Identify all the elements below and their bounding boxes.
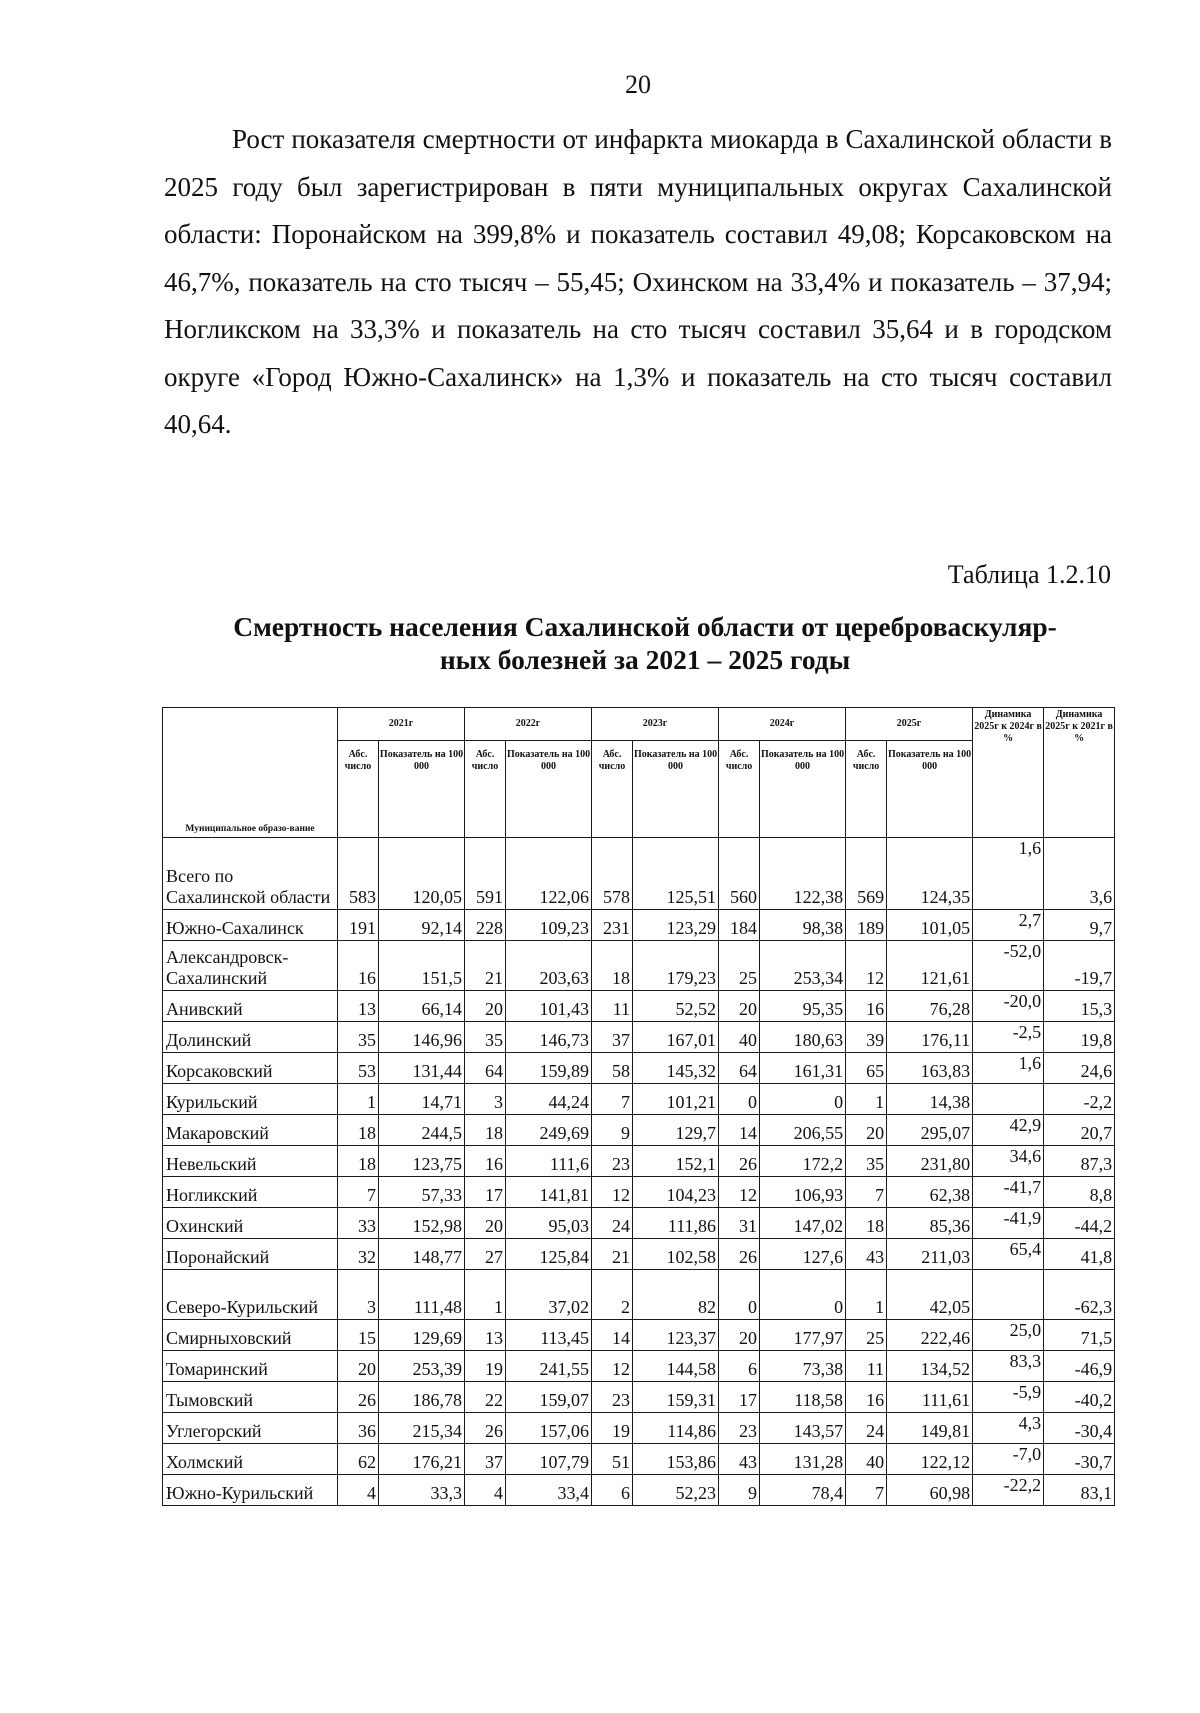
table-cell: -2,5 bbox=[973, 1022, 1044, 1053]
table-row bbox=[163, 1475, 1115, 1506]
table-cell: 123,75 bbox=[379, 1146, 465, 1177]
table-cell: 172,2 bbox=[760, 1146, 846, 1177]
table-cell: 16 bbox=[338, 941, 379, 991]
table-number: Таблица 1.2.10 bbox=[947, 560, 1111, 589]
table-cell: 206,55 bbox=[760, 1115, 846, 1146]
table-cell: 2 bbox=[592, 1270, 633, 1320]
table-cell: 26 bbox=[719, 1239, 760, 1270]
table-cell: 85,36 bbox=[887, 1208, 973, 1239]
table-cell: 36 bbox=[338, 1413, 379, 1444]
table-cell: 62,38 bbox=[887, 1177, 973, 1208]
municipality-name-cell: Холмский bbox=[163, 1444, 338, 1475]
table-cell: 42,05 bbox=[887, 1270, 973, 1320]
table-cell: 127,6 bbox=[760, 1239, 846, 1270]
table-cell: 24,6 bbox=[1044, 1053, 1115, 1084]
municipality-name-cell: Макаровский bbox=[163, 1115, 338, 1146]
table-cell bbox=[973, 1270, 1044, 1320]
table-cell: -19,7 bbox=[1044, 941, 1115, 991]
table-cell: 25,0 bbox=[973, 1320, 1044, 1351]
table-row bbox=[163, 1382, 1115, 1413]
mortality-table bbox=[162, 707, 1115, 1506]
table-cell: 25 bbox=[846, 1320, 887, 1351]
table-cell: 78,4 bbox=[760, 1475, 846, 1506]
header-rate: Показатель на 100 000 bbox=[633, 741, 719, 838]
table-cell: 146,73 bbox=[506, 1022, 592, 1053]
municipality-name-cell: Тымовский bbox=[163, 1382, 338, 1413]
table-cell: 134,52 bbox=[887, 1351, 973, 1382]
table-cell: 18 bbox=[846, 1208, 887, 1239]
table-cell: 65,4 bbox=[973, 1239, 1044, 1270]
table-cell: 26 bbox=[338, 1382, 379, 1413]
table-cell: 32 bbox=[338, 1239, 379, 1270]
table-cell: -30,7 bbox=[1044, 1444, 1115, 1475]
table-cell: 0 bbox=[719, 1084, 760, 1115]
municipality-name-cell: Ногликский bbox=[163, 1177, 338, 1208]
table-cell: 124,35 bbox=[887, 838, 973, 910]
table-cell: 71,5 bbox=[1044, 1320, 1115, 1351]
table-cell: 101,43 bbox=[506, 991, 592, 1022]
table-cell: 26 bbox=[719, 1146, 760, 1177]
table-cell: 8,8 bbox=[1044, 1177, 1115, 1208]
table-cell: 35 bbox=[846, 1146, 887, 1177]
table-cell: 123,29 bbox=[633, 910, 719, 941]
header-year-2023: 2023г bbox=[592, 708, 719, 741]
table-cell: 20 bbox=[719, 991, 760, 1022]
table-cell: 64 bbox=[465, 1053, 506, 1084]
table-cell: 180,63 bbox=[760, 1022, 846, 1053]
table-cell: 118,58 bbox=[760, 1382, 846, 1413]
table-cell: 161,31 bbox=[760, 1053, 846, 1084]
table-cell: 82 bbox=[633, 1270, 719, 1320]
body-paragraph: Рост показателя смертности от инфаркта миокарда в Сахалинской области в 2025 году был зарегистрирован в пяти муниципальных округах Сахалинской области: Поронайском на 399,8% и показатель составил 49,08; Корсаковском на 46,7%, показатель на сто тысяч – 55,45; Охинском на 33,4% и показатель – 37,94; Ногликском на 33,3% и показатель на сто тысяч составил 35,64 и в городском округе «Город Южно-Сахалинск» на 1,3% и показатель на сто тысяч составил 40,64. bbox=[164, 124, 1112, 439]
table-cell: 24 bbox=[846, 1413, 887, 1444]
table-cell: 7 bbox=[592, 1084, 633, 1115]
table-cell bbox=[973, 1084, 1044, 1115]
table-cell: 3 bbox=[338, 1270, 379, 1320]
header-abs: Абс. число bbox=[846, 741, 887, 838]
table-cell: 583 bbox=[338, 838, 379, 910]
table-cell: 9,7 bbox=[1044, 910, 1115, 941]
table-cell: 203,63 bbox=[506, 941, 592, 991]
municipality-name-cell: Смирныховский bbox=[163, 1320, 338, 1351]
table-cell: 4 bbox=[338, 1475, 379, 1506]
table-cell: 176,11 bbox=[887, 1022, 973, 1053]
table-cell: 53 bbox=[338, 1053, 379, 1084]
header-year-2021: 2021г bbox=[338, 708, 465, 741]
table-cell: 37,02 bbox=[506, 1270, 592, 1320]
table-cell: 578 bbox=[592, 838, 633, 910]
table-cell: 27 bbox=[465, 1239, 506, 1270]
table-cell: 159,89 bbox=[506, 1053, 592, 1084]
table-cell: 14,38 bbox=[887, 1084, 973, 1115]
table-row bbox=[163, 1208, 1115, 1239]
table-cell: 141,81 bbox=[506, 1177, 592, 1208]
table-cell: 18 bbox=[338, 1115, 379, 1146]
header-abs: Абс. число bbox=[719, 741, 760, 838]
table-cell: 144,58 bbox=[633, 1351, 719, 1382]
table-cell: 253,39 bbox=[379, 1351, 465, 1382]
table-cell: 109,23 bbox=[506, 910, 592, 941]
table-cell: 65 bbox=[846, 1053, 887, 1084]
table-cell: 167,01 bbox=[633, 1022, 719, 1053]
municipality-name-cell: Южно-Курильский bbox=[163, 1475, 338, 1506]
header-abs: Абс. число bbox=[465, 741, 506, 838]
municipality-name-cell: Корсаковский bbox=[163, 1053, 338, 1084]
table-cell: 15,3 bbox=[1044, 991, 1115, 1022]
table-cell: 1 bbox=[338, 1084, 379, 1115]
header-abs: Абс. число bbox=[592, 741, 633, 838]
table-row bbox=[163, 1444, 1115, 1475]
table-row bbox=[163, 1413, 1115, 1444]
table-cell: 149,81 bbox=[887, 1413, 973, 1444]
table-cell: -46,9 bbox=[1044, 1351, 1115, 1382]
table-cell: 9 bbox=[592, 1115, 633, 1146]
table-cell: 7 bbox=[338, 1177, 379, 1208]
table-cell: 83,3 bbox=[973, 1351, 1044, 1382]
table-cell: 11 bbox=[846, 1351, 887, 1382]
table-cell: -7,0 bbox=[973, 1444, 1044, 1475]
header-abs: Абс. число bbox=[338, 741, 379, 838]
table-row bbox=[163, 991, 1115, 1022]
table-cell: 101,05 bbox=[887, 910, 973, 941]
table-cell: 253,34 bbox=[760, 941, 846, 991]
table-cell: 92,14 bbox=[379, 910, 465, 941]
table-cell: -5,9 bbox=[973, 1382, 1044, 1413]
table-cell: 51 bbox=[592, 1444, 633, 1475]
table-cell: 37 bbox=[465, 1444, 506, 1475]
table-cell: 122,12 bbox=[887, 1444, 973, 1475]
table-cell: 64 bbox=[719, 1053, 760, 1084]
table-cell: 16 bbox=[846, 991, 887, 1022]
table-cell: -41,7 bbox=[973, 1177, 1044, 1208]
page-number: 20 bbox=[625, 70, 651, 99]
table-cell: 40 bbox=[846, 1444, 887, 1475]
table-cell: 37 bbox=[592, 1022, 633, 1053]
table-cell: -30,4 bbox=[1044, 1413, 1115, 1444]
municipality-name-cell: Томаринский bbox=[163, 1351, 338, 1382]
table-cell: 35 bbox=[338, 1022, 379, 1053]
header-rate: Показатель на 100 000 bbox=[887, 741, 973, 838]
table-row bbox=[163, 838, 1115, 910]
table-cell: 228 bbox=[465, 910, 506, 941]
table-cell: -2,2 bbox=[1044, 1084, 1115, 1115]
table-body bbox=[163, 838, 1115, 1506]
table-title-line-1: Смертность населения Сахалинской области от цереброваскуляр- bbox=[233, 611, 1057, 642]
table-cell: 222,46 bbox=[887, 1320, 973, 1351]
table-cell: 111,61 bbox=[887, 1382, 973, 1413]
table-cell: 18 bbox=[338, 1146, 379, 1177]
table-cell: 62 bbox=[338, 1444, 379, 1475]
header-year-2025: 2025г bbox=[846, 708, 973, 741]
table-cell: 1,6 bbox=[973, 1053, 1044, 1084]
header-rate: Показатель на 100 000 bbox=[379, 741, 465, 838]
table-row bbox=[163, 941, 1115, 991]
table-cell: 25 bbox=[719, 941, 760, 991]
table-cell: 20 bbox=[846, 1115, 887, 1146]
table-cell: 33 bbox=[338, 1208, 379, 1239]
table-cell: 231 bbox=[592, 910, 633, 941]
header-year-2022: 2022г bbox=[465, 708, 592, 741]
table-cell: 66,14 bbox=[379, 991, 465, 1022]
table-cell: 7 bbox=[846, 1475, 887, 1506]
table-cell: 159,31 bbox=[633, 1382, 719, 1413]
header-dynamics-2024: Динамика 2025г к 2024г в % bbox=[973, 708, 1044, 838]
table-cell: 20 bbox=[465, 1208, 506, 1239]
table-cell: 13 bbox=[465, 1320, 506, 1351]
table-cell: 152,98 bbox=[379, 1208, 465, 1239]
table-cell: 145,32 bbox=[633, 1053, 719, 1084]
table-cell: 57,33 bbox=[379, 1177, 465, 1208]
table-cell: 23 bbox=[592, 1146, 633, 1177]
table-cell: 177,97 bbox=[760, 1320, 846, 1351]
table-cell: 17 bbox=[465, 1177, 506, 1208]
table-cell: 1,6 bbox=[973, 838, 1044, 910]
table-cell: -62,3 bbox=[1044, 1270, 1115, 1320]
table-cell: 24 bbox=[592, 1208, 633, 1239]
table-cell: 3,6 bbox=[1044, 838, 1115, 910]
table-cell: -20,0 bbox=[973, 991, 1044, 1022]
municipality-name-cell: Всего по Сахалинской области bbox=[163, 838, 338, 910]
table-cell: 113,45 bbox=[506, 1320, 592, 1351]
table-row bbox=[163, 1084, 1115, 1115]
table-title bbox=[170, 610, 1120, 676]
table-cell: 73,38 bbox=[760, 1351, 846, 1382]
table-cell: 0 bbox=[719, 1270, 760, 1320]
table-cell: 0 bbox=[760, 1270, 846, 1320]
table-cell: 22 bbox=[465, 1382, 506, 1413]
table-cell: 184 bbox=[719, 910, 760, 941]
table-cell: 591 bbox=[465, 838, 506, 910]
table-cell: 129,7 bbox=[633, 1115, 719, 1146]
table-cell: 18 bbox=[592, 941, 633, 991]
table-cell: 87,3 bbox=[1044, 1146, 1115, 1177]
table-cell: 14,71 bbox=[379, 1084, 465, 1115]
table-cell: 295,07 bbox=[887, 1115, 973, 1146]
table-cell: 163,83 bbox=[887, 1053, 973, 1084]
table-cell: 560 bbox=[719, 838, 760, 910]
table-cell: 131,44 bbox=[379, 1053, 465, 1084]
table-cell: 153,86 bbox=[633, 1444, 719, 1475]
table-cell: 95,35 bbox=[760, 991, 846, 1022]
table-cell: 122,38 bbox=[760, 838, 846, 910]
table-cell: 111,6 bbox=[506, 1146, 592, 1177]
table-cell: 33,4 bbox=[506, 1475, 592, 1506]
table-cell: 186,78 bbox=[379, 1382, 465, 1413]
table-row bbox=[163, 1351, 1115, 1382]
table-cell: 35 bbox=[465, 1022, 506, 1053]
table-cell: 147,02 bbox=[760, 1208, 846, 1239]
table-cell: 121,61 bbox=[887, 941, 973, 991]
table-cell: 176,21 bbox=[379, 1444, 465, 1475]
table-row bbox=[163, 1270, 1115, 1320]
table-cell: 39 bbox=[846, 1022, 887, 1053]
table-row bbox=[163, 1320, 1115, 1351]
municipality-name-cell: Охинский bbox=[163, 1208, 338, 1239]
table-cell: 244,5 bbox=[379, 1115, 465, 1146]
table-cell: 19 bbox=[592, 1413, 633, 1444]
table-cell: 12 bbox=[592, 1177, 633, 1208]
table-cell: 1 bbox=[846, 1270, 887, 1320]
table-cell: 4 bbox=[465, 1475, 506, 1506]
table-cell: 125,84 bbox=[506, 1239, 592, 1270]
table-cell: 9 bbox=[719, 1475, 760, 1506]
table-row bbox=[163, 1115, 1115, 1146]
table-cell: 211,03 bbox=[887, 1239, 973, 1270]
municipality-name-cell: Южно-Сахалинск bbox=[163, 910, 338, 941]
table-cell: 41,8 bbox=[1044, 1239, 1115, 1270]
table-row bbox=[163, 1022, 1115, 1053]
table-cell: 3 bbox=[465, 1084, 506, 1115]
table-cell: 76,28 bbox=[887, 991, 973, 1022]
table-cell: 34,6 bbox=[973, 1146, 1044, 1177]
table-cell: 191 bbox=[338, 910, 379, 941]
table-cell: 1 bbox=[846, 1084, 887, 1115]
municipality-name-cell: Долинский bbox=[163, 1022, 338, 1053]
table-cell: 123,37 bbox=[633, 1320, 719, 1351]
table-cell: 101,21 bbox=[633, 1084, 719, 1115]
table-cell: 60,98 bbox=[887, 1475, 973, 1506]
table-cell: 14 bbox=[592, 1320, 633, 1351]
table-cell: 15 bbox=[338, 1320, 379, 1351]
table-cell: 146,96 bbox=[379, 1022, 465, 1053]
table-cell: 58 bbox=[592, 1053, 633, 1084]
table-cell: 179,23 bbox=[633, 941, 719, 991]
table-cell: 43 bbox=[846, 1239, 887, 1270]
table-cell: -44,2 bbox=[1044, 1208, 1115, 1239]
table-cell: 143,57 bbox=[760, 1413, 846, 1444]
table-cell: 12 bbox=[592, 1351, 633, 1382]
table-title-line-2: ных болезней за 2021 – 2025 годы bbox=[439, 644, 851, 675]
table-cell: 52,52 bbox=[633, 991, 719, 1022]
header-dynamics-2021: Динамика 2025г к 2021г в % bbox=[1044, 708, 1115, 838]
municipality-name-cell: Северо-Курильский bbox=[163, 1270, 338, 1320]
table-cell: 2,7 bbox=[973, 910, 1044, 941]
table-cell: 31 bbox=[719, 1208, 760, 1239]
table-cell: -52,0 bbox=[973, 941, 1044, 991]
municipality-name-cell: Курильский bbox=[163, 1084, 338, 1115]
table-cell: 0 bbox=[760, 1084, 846, 1115]
table-cell: 16 bbox=[846, 1382, 887, 1413]
table-cell: 152,1 bbox=[633, 1146, 719, 1177]
table-row bbox=[163, 1053, 1115, 1084]
table-cell: 16 bbox=[465, 1146, 506, 1177]
table-cell: 106,93 bbox=[760, 1177, 846, 1208]
table-cell: 104,23 bbox=[633, 1177, 719, 1208]
table-cell: 114,86 bbox=[633, 1413, 719, 1444]
table-cell: 111,48 bbox=[379, 1270, 465, 1320]
table-row bbox=[163, 910, 1115, 941]
table-cell: 12 bbox=[719, 1177, 760, 1208]
table-cell: 83,1 bbox=[1044, 1475, 1115, 1506]
table-cell: 23 bbox=[719, 1413, 760, 1444]
municipality-name-cell: Невельский bbox=[163, 1146, 338, 1177]
table-cell: -22,2 bbox=[973, 1475, 1044, 1506]
table-cell: 215,34 bbox=[379, 1413, 465, 1444]
table-cell: 125,51 bbox=[633, 838, 719, 910]
table-row bbox=[163, 1239, 1115, 1270]
table-cell: 23 bbox=[592, 1382, 633, 1413]
table-cell: 241,55 bbox=[506, 1351, 592, 1382]
table-row bbox=[163, 1177, 1115, 1208]
table-cell: 6 bbox=[592, 1475, 633, 1506]
table-cell: 13 bbox=[338, 991, 379, 1022]
table-cell: 21 bbox=[592, 1239, 633, 1270]
mortality-table-container bbox=[162, 707, 1115, 1506]
table-cell: 26 bbox=[465, 1413, 506, 1444]
header-year-2024: 2024г bbox=[719, 708, 846, 741]
table-cell: 20 bbox=[719, 1320, 760, 1351]
table-cell: 1 bbox=[465, 1270, 506, 1320]
municipality-name-cell: Александровск-Сахалинский bbox=[163, 941, 338, 991]
table-cell: 98,38 bbox=[760, 910, 846, 941]
table-cell: 102,58 bbox=[633, 1239, 719, 1270]
table-cell: 189 bbox=[846, 910, 887, 941]
table-cell: 21 bbox=[465, 941, 506, 991]
table-cell: 231,80 bbox=[887, 1146, 973, 1177]
table-cell: 151,5 bbox=[379, 941, 465, 991]
table-cell: 33,3 bbox=[379, 1475, 465, 1506]
table-cell: 20 bbox=[338, 1351, 379, 1382]
table-cell: 6 bbox=[719, 1351, 760, 1382]
header-rate: Показатель на 100 000 bbox=[506, 741, 592, 838]
table-cell: -40,2 bbox=[1044, 1382, 1115, 1413]
table-cell: 43 bbox=[719, 1444, 760, 1475]
table-cell: 19,8 bbox=[1044, 1022, 1115, 1053]
table-cell: 159,07 bbox=[506, 1382, 592, 1413]
table-cell: 249,69 bbox=[506, 1115, 592, 1146]
table-cell: 40 bbox=[719, 1022, 760, 1053]
table-cell: 7 bbox=[846, 1177, 887, 1208]
table-cell: 157,06 bbox=[506, 1413, 592, 1444]
table-cell: 14 bbox=[719, 1115, 760, 1146]
table-cell: 129,69 bbox=[379, 1320, 465, 1351]
municipality-name-cell: Анивский bbox=[163, 991, 338, 1022]
table-cell: 17 bbox=[719, 1382, 760, 1413]
table-cell: 122,06 bbox=[506, 838, 592, 910]
municipality-name-cell: Поронайский bbox=[163, 1239, 338, 1270]
header-municipality: Муниципальное образо-вание bbox=[163, 708, 338, 838]
table-cell: 19 bbox=[465, 1351, 506, 1382]
municipality-name-cell: Углегорский bbox=[163, 1413, 338, 1444]
table-cell: 111,86 bbox=[633, 1208, 719, 1239]
table-cell: 52,23 bbox=[633, 1475, 719, 1506]
table-cell: -41,9 bbox=[973, 1208, 1044, 1239]
table-cell: 107,79 bbox=[506, 1444, 592, 1475]
table-cell: 120,05 bbox=[379, 838, 465, 910]
table-cell: 42,9 bbox=[973, 1115, 1044, 1146]
table-cell: 4,3 bbox=[973, 1413, 1044, 1444]
table-cell: 148,77 bbox=[379, 1239, 465, 1270]
table-cell: 44,24 bbox=[506, 1084, 592, 1115]
table-cell: 18 bbox=[465, 1115, 506, 1146]
table-cell: 12 bbox=[846, 941, 887, 991]
header-rate: Показатель на 100 000 bbox=[760, 741, 846, 838]
table-cell: 20 bbox=[465, 991, 506, 1022]
table-cell: 20,7 bbox=[1044, 1115, 1115, 1146]
table-cell: 95,03 bbox=[506, 1208, 592, 1239]
table-cell: 131,28 bbox=[760, 1444, 846, 1475]
table-cell: 569 bbox=[846, 838, 887, 910]
table-row bbox=[163, 1146, 1115, 1177]
table-cell: 11 bbox=[592, 991, 633, 1022]
